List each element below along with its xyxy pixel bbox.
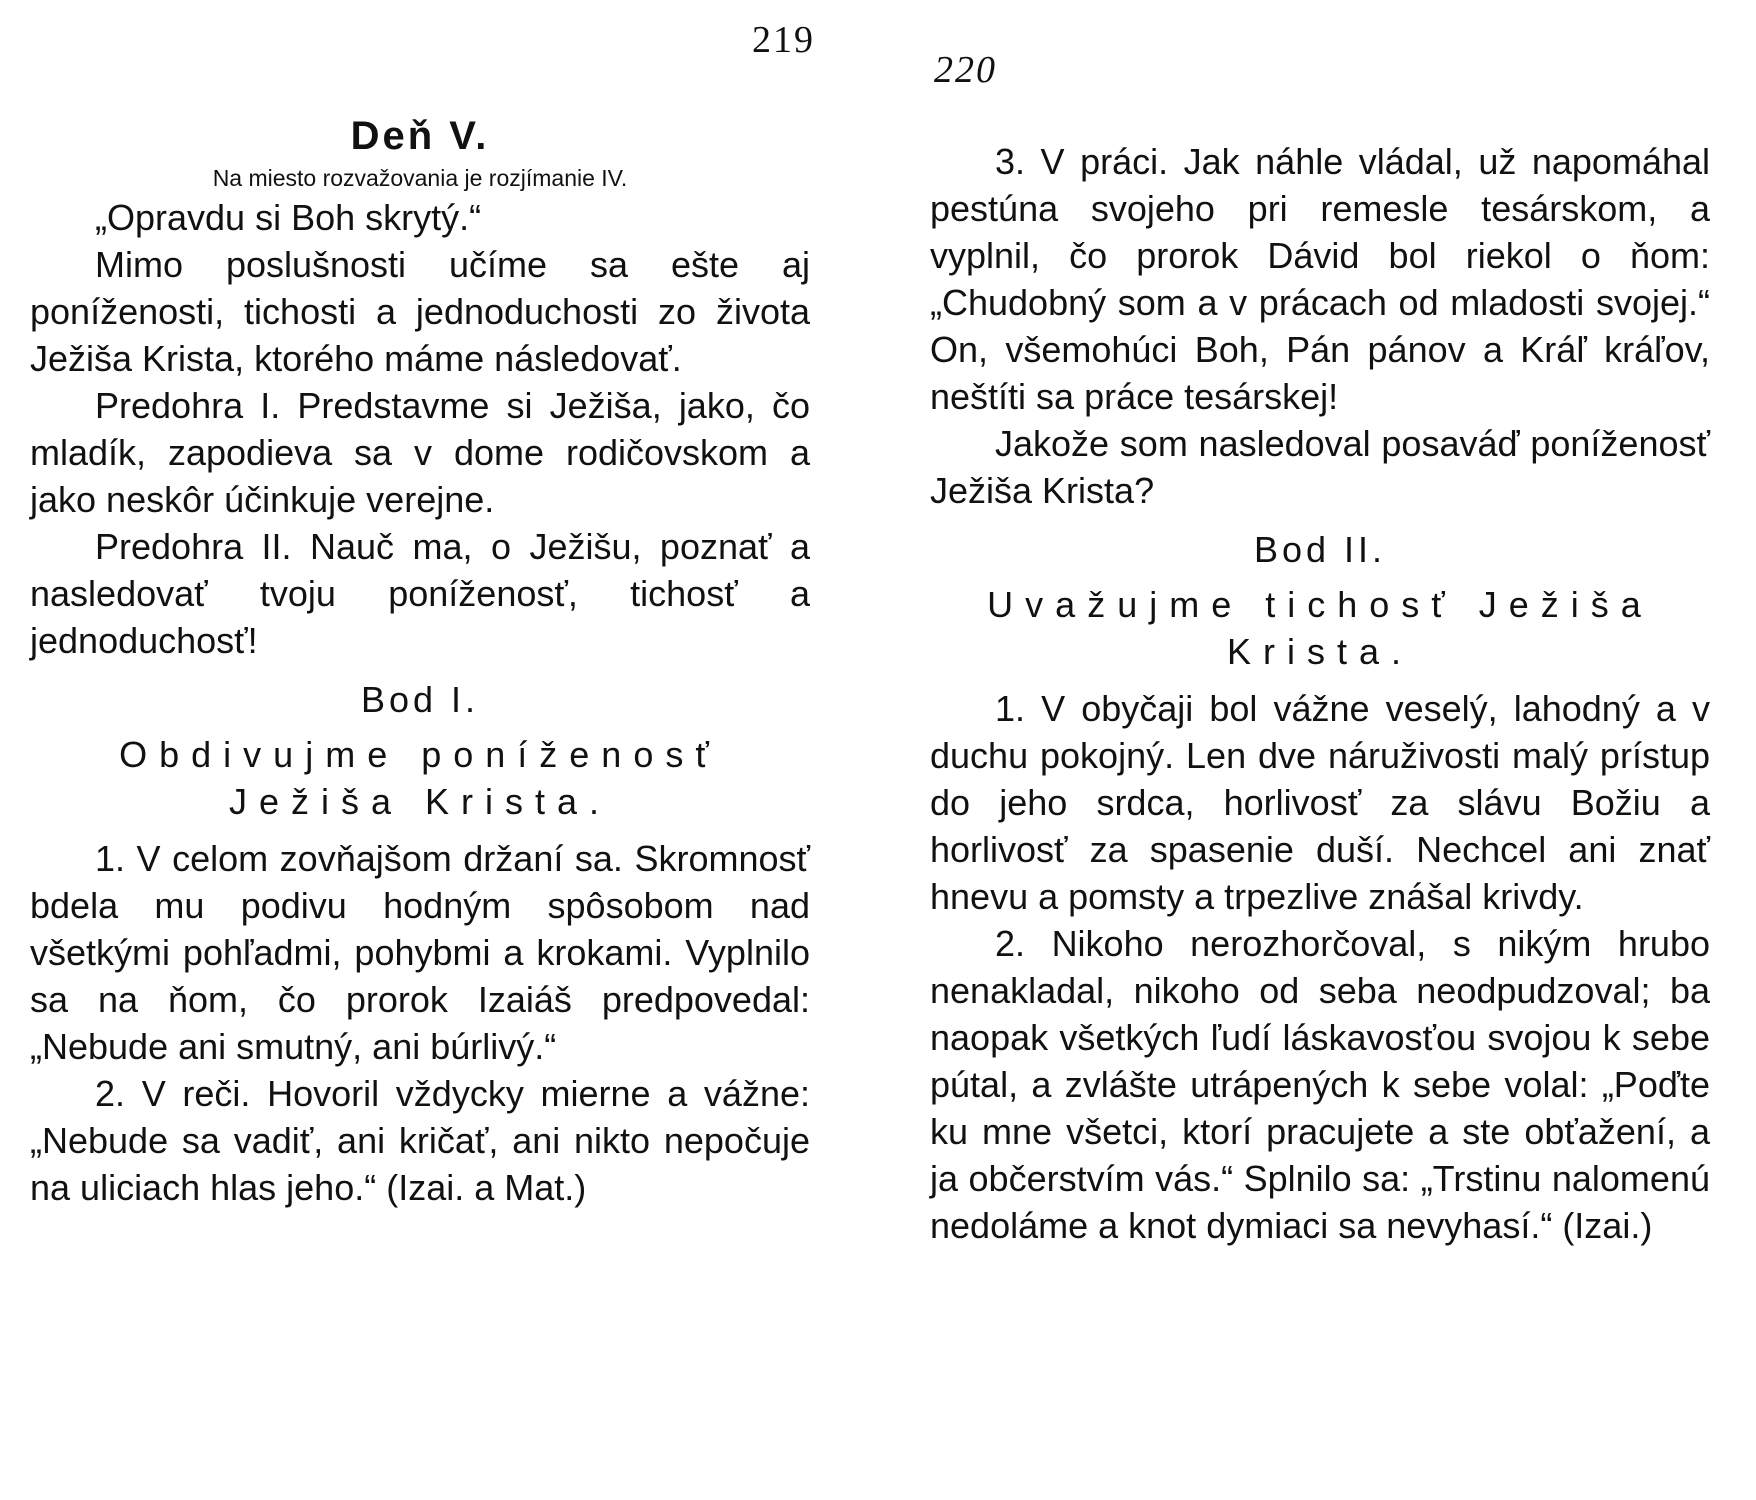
point-item-1: 1. V celom zovňajšom držaní sa. Skromnosť bdela mu podivu hodným spôsobom nad všetkými pohľadmi, pohybmi a krokami. Vyplnilo sa na ňom, čo prorok Izaiáš predpovedal: „Nebude ani smutný, ani búrlivý.“: [30, 838, 810, 1067]
point-item-2: 2. V reči. Hovoril vždycky mierne a vážne: „Nebude sa vadiť, ani kričať, ani nikto nepočuje na uliciach hlas jeho.“ (Izai. a Mat.): [30, 1073, 810, 1208]
page-number: 219: [752, 19, 815, 61]
page-number: 220: [934, 49, 997, 91]
day-title: Deň V.: [350, 114, 490, 158]
right-page-text: [930, 138, 1710, 1249]
reflection-question: Jakože som nasledoval posaváď poníženosť Ježiša Krista?: [930, 423, 1710, 511]
point-title: Uvažujme tichosť Ježiša Krista.: [987, 584, 1653, 672]
point-item-3: 3. V práci. Jak náhle vládal, už napomáhal pestúna svojeho pri remesle tesárskom, a vyplnil, čo prorok Dávid bol riekol o ňom: „Chudobný som a v prácach od mladosti svojej.“ On, všemohúci Boh, Pán pánov a Kráľ kráľov, neštíti sa práce tesárskej!: [930, 141, 1710, 417]
prelude-two: Predohra II. Nauč ma, o Ježišu, poznať a nasledovať tvoju poníženosť, tichosť a jednoduchosť!: [30, 526, 810, 661]
right-page: [930, 0, 1710, 1500]
left-page: [30, 0, 815, 1500]
point-item-2: 2. Nikoho nerozhorčoval, s nikým hrubo nenakladal, nikoho od seba neodpudzoval; ba naopak všetkých ľudí láskavosťou svojou k sebe pútal, a zvlášte utrápených k sebe volal: „Poďte ku mne všetci, ktorí pracujete a ste obťažení, a ja občerstvím vás.“ Splnilo sa: „Trstinu nalomenú nedoláme a knot dymiaci sa nevyhasí.“ (Izai.): [930, 923, 1710, 1246]
opening-quote: „Opravdu si Boh skrytý.“: [95, 197, 482, 238]
prelude-one: Predohra I. Predstavme si Ježiša, jako, čo mladík, zapodieva sa v dome rodičovskom a jako neskôr účinkuje verejne.: [30, 385, 810, 520]
point-title: Obdivujme poníženosť Ježiša Krista.: [119, 734, 721, 822]
point-label: Bod I.: [360, 679, 480, 720]
intro-paragraph: Mimo poslušnosti učíme sa ešte aj poníženosti, tichosti a jednoduchosti zo života Ježiša Krista, ktorého máme následovať.: [30, 244, 810, 379]
day-subtitle: Na miesto rozvažovania je rozjímanie IV.: [212, 165, 628, 191]
point-item-1: 1. V obyčaji bol vážne veselý, lahodný a v duchu pokojný. Len dve náruživosti malý prístup do jeho srdca, horlivosť za slávu Božiu a horlivosť za spasenie duší. Nechcel ani znať hnevu a pomsty a trpezlive znášal krivdy.: [930, 688, 1710, 917]
left-page-text: [30, 110, 810, 1211]
point-label: Bod II.: [1253, 529, 1387, 570]
